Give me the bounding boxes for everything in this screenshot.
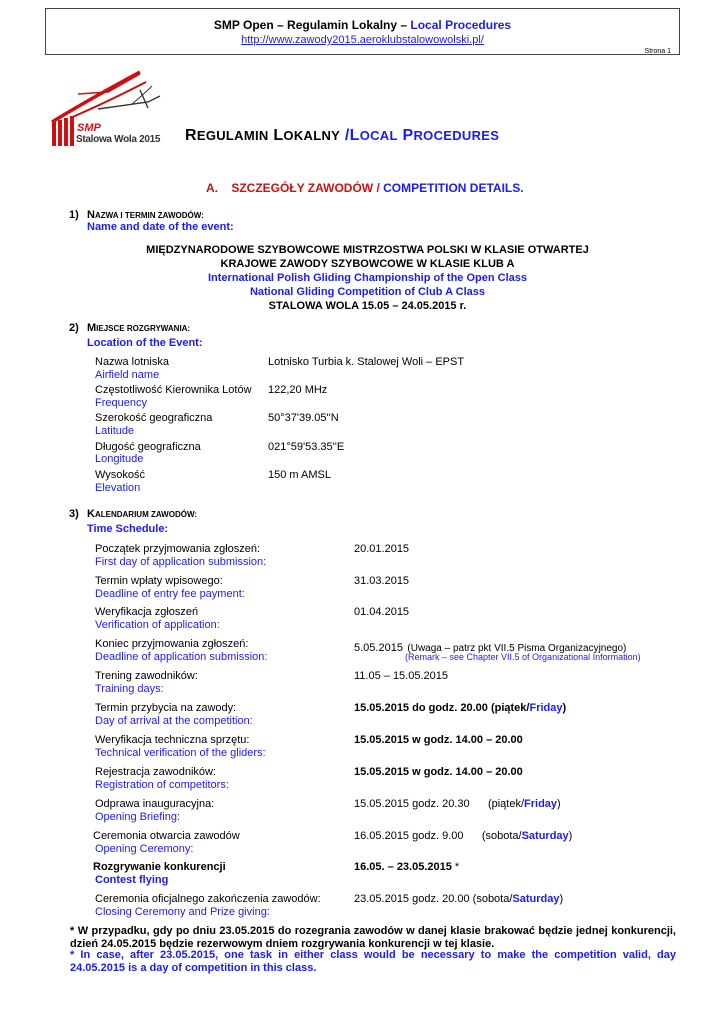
schedule-value: 31.03.2015 [354,575,410,587]
schedule-label: Rejestracja zawodników: [95,766,217,778]
schedule-label-en: Opening Ceremony: [95,843,194,855]
schedule-label-en: Day of arrival at the competition: [95,715,253,727]
location-label: Nazwa lotniska [95,356,169,368]
location-value: 150 m AMSL [268,469,331,481]
schedule-value: 15.05.2015 godz. 20.30 (piątek/Friday) [354,798,561,810]
schedule-label: Ceremonia otwarcia zawodów [93,830,240,842]
footnote-en: * In case, after 23.05.2015, one task in either class would be necessary to make the competition valid, day 24.05.2015 is a day of competition in this class. [70,949,676,974]
schedule-label: Weryfikacja techniczna sprzętu: [95,734,250,746]
section-a-heading: A. SZCZEGÓŁY ZAWODÓW / COMPETITION DETAILS. [206,181,524,195]
location-label: Częstotliwość Kierownika Lotów [95,384,252,396]
location-label: Wysokość [95,469,146,481]
location-value: 50°37'39.05''N [268,412,339,424]
schedule-value: 11.05 – 15.05.2015 [354,670,448,682]
schedule-value-note-en: (Remark – see Chapter VII.5 of Organizational Information) [405,652,641,662]
page-number: Strona 1 [644,48,671,55]
item1-number: 1) [69,209,79,221]
location-label-en: Elevation [95,482,141,494]
header-title: SMP Open – Regulamin Lokalny – Local Procedures [213,18,512,32]
schedule-label-en: Deadline of entry fee payment: [95,588,245,600]
location-value: 122,20 MHz [268,384,328,396]
item1-heading-en: Name and date of the event: [87,221,234,233]
item3-heading-en: Time Schedule: [87,523,169,535]
location-label-en: Airfield name [95,369,160,381]
schedule-label: Termin wpłaty wpisowego: [95,575,223,587]
item3-number: 3) [69,508,79,520]
schedule-label-en: Training days: [95,683,164,695]
schedule-label-en: Opening Briefing: [95,811,180,823]
item1-heading: NAZWA I TERMIN ZAWODÓW: [87,209,204,221]
location-value: 021°59'53.35''E [268,441,345,453]
schedule-label: Odprawa inauguracyjna: [95,798,215,810]
event-dates: STALOWA WOLA 15.05 – 24.05.2015 r. [268,300,467,312]
schedule-value: 23.05.2015 godz. 20.00 (sobota/Saturday) [354,893,564,905]
schedule-value: 15.05.2015 w godz. 14.00 – 20.00 [354,766,523,778]
item2-heading: MIEJSCE ROZGRYWANIA: [87,322,191,334]
event-name-block [60,243,675,313]
location-label: Szerokość geograficzna [95,412,213,424]
event-name-en-line2: National Gliding Competition of Club A Class [249,286,486,298]
schedule-label-en: Contest flying [95,874,169,886]
item3-heading: KALENDARIUM ZAWODÓW: [87,508,198,520]
item2-heading-en: Location of the Event: [87,337,203,349]
logo-city-text: Stalowa Wola 2015 [76,134,161,145]
event-name-en-line1: International Polish Gliding Championship of the Open Class [207,272,528,284]
schedule-label: Koniec przyjmowania zgłoszeń: [95,638,249,650]
schedule-label-en: Verification of application: [95,619,220,631]
page-title: REGULAMIN LOKALNY /LOCAL PROCEDURES [185,127,500,144]
schedule-value: 20.01.2015 [354,543,410,555]
event-name-pl-line1: MIĘDZYNARODOWE SZYBOWCOWE MISTRZOSTWA POLSKI W KLASIE OTWARTEJ [146,244,589,256]
location-label-en: Latitude [95,425,135,437]
schedule-label-en: Closing Ceremony and Prize giving: [95,906,270,918]
schedule-label-en: Technical verification of the gliders: [95,747,266,759]
smp-logo [48,64,166,154]
schedule-label: Termin przybycia na zawody: [95,702,237,714]
page-header [45,8,680,55]
location-value: Lotnisko Turbia k. Stalowej Woli – EPST [268,356,465,368]
schedule-label: Weryfikacja zgłoszeń [95,606,199,618]
schedule-value: 16.05.2015 godz. 9.00 (sobota/Saturday) [354,830,573,842]
schedule-value: 16.05. – 23.05.2015 * [354,861,460,873]
header-url-link[interactable]: http://www.zawody2015.aeroklubstalowowolski.pl/ [241,34,484,46]
location-label: Długość geograficzna [95,441,201,453]
schedule-label: Trening zawodników: [95,670,198,682]
location-label-en: Longitude [95,453,144,465]
schedule-value: 15.05.2015 do godz. 20.00 (piątek/Friday) [354,702,567,714]
location-label-en: Frequency [95,397,147,409]
logo-smp-text: SMP [77,122,101,134]
item2-number: 2) [69,322,79,334]
schedule-label-en: Registration of competitors: [95,779,229,791]
schedule-label: Początek przyjmowania zgłoszeń: [95,543,261,555]
schedule-value: 5.05.2015 (Uwaga – patrz pkt VII.5 Pisma Organizacyjnego) [354,642,627,654]
event-name-pl-line2: KRAJOWE ZAWODY SZYBOWCOWE W KLASIE KLUB A [220,258,515,270]
schedule-value: 15.05.2015 w godz. 14.00 – 20.00 [354,734,523,746]
schedule-label-en: Deadline of application submission: [95,651,268,663]
schedule-label-en: First day of application submission: [95,556,267,568]
footnote-pl: * W przypadku, gdy po dniu 23.05.2015 do rozegrania zawodów w danej klasie brakować będzie jednej konkurencji, dzień 24.05.2015 będzie rezerwowym dniem rozgrywania konkurencji w tej klasie. [70,925,676,950]
schedule-label: Ceremonia oficjalnego zakończenia zawodów: [95,893,321,905]
schedule-value: 01.04.2015 [354,606,410,618]
schedule-label: Rozgrywanie konkurencji [93,861,226,873]
